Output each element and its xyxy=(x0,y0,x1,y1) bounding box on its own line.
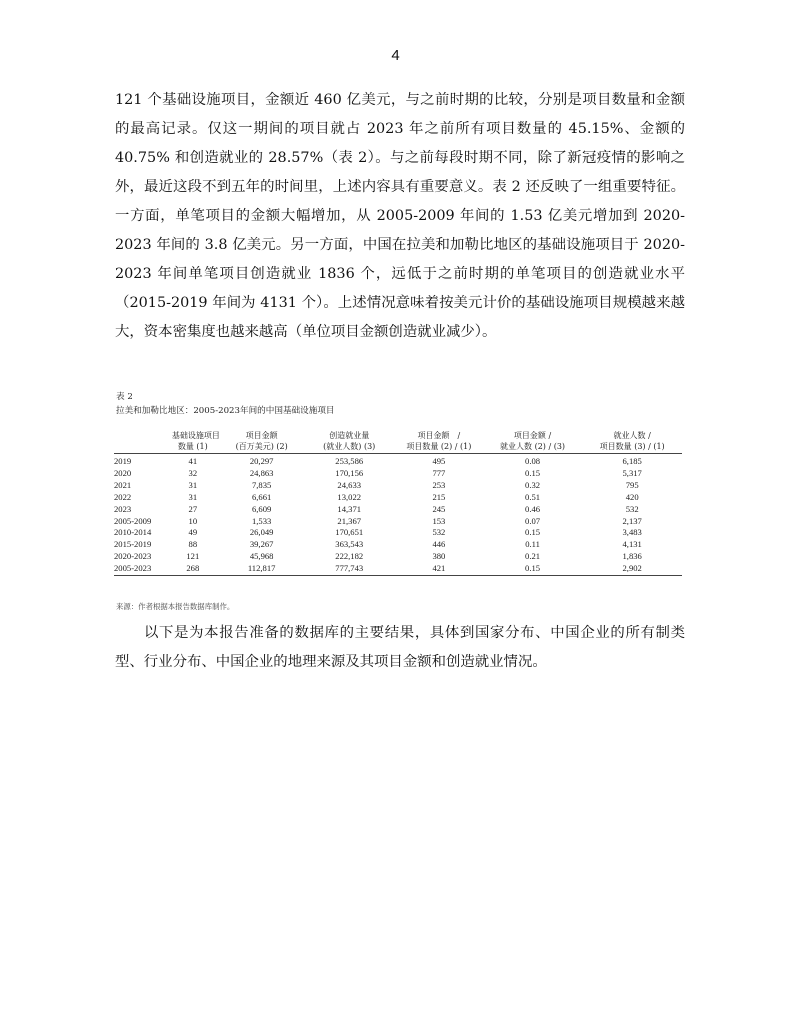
table-cell-jobs-per-project: 4,131 xyxy=(622,539,642,550)
table-cell-amount-per-project: 421 xyxy=(432,563,446,574)
table-cell-projects: 10 xyxy=(188,515,198,526)
table-cell-amount-per-job: 0.15 xyxy=(525,563,541,574)
table-cell-amount-per-job: 0.46 xyxy=(525,503,541,514)
table-cell-amount-per-project: 153 xyxy=(432,515,446,526)
table-cell-jobs-per-project: 420 xyxy=(625,491,639,502)
table-source-note: 来源：作者根据本报告数据库制作。 xyxy=(116,602,235,611)
header-blank xyxy=(114,430,166,441)
table-cell-jobs: 222,182 xyxy=(335,551,364,562)
header-amount-2: (百万美元) (2) xyxy=(235,442,288,451)
table-cell-jobs: 14,371 xyxy=(337,503,362,514)
header-amount-1: 项目金额 xyxy=(245,431,278,440)
table-cell-period: 2020-2023 xyxy=(114,551,152,562)
header-blank xyxy=(114,441,166,454)
table-row xyxy=(114,527,682,539)
table-label: 表 2 xyxy=(116,392,133,402)
table-cell-period: 2022 xyxy=(114,491,132,502)
header-jobs-per-project-2: 项目数量 (3) / (1) xyxy=(599,442,665,451)
table-cell-projects: 31 xyxy=(188,479,198,490)
header-amount-per-project-2: 项目数量 (2) / (1) xyxy=(406,442,472,451)
table-row xyxy=(114,539,682,551)
table-cell-jobs-per-project: 532 xyxy=(625,503,639,514)
table-cell-jobs: 13,022 xyxy=(337,491,362,502)
table-cell-amount: 6,609 xyxy=(251,503,272,514)
table-cell-jobs-per-project: 795 xyxy=(625,479,639,490)
table-cell-amount-per-project: 253 xyxy=(432,479,446,490)
header-projects-1: 基础设施项目 xyxy=(171,431,220,440)
paragraph-2: 以下是为本报告准备的数据库的主要结果，具体到国家分布、中国企业的所有制类型、行业分布、中国企业的地理来源及其项目金额和创造就业情况。 xyxy=(115,625,685,670)
table-cell-period: 2005-2009 xyxy=(114,515,152,526)
table-cell-amount-per-project: 446 xyxy=(432,539,446,550)
table-cell-amount-per-project: 495 xyxy=(432,456,446,466)
table-cell-amount-per-job: 0.21 xyxy=(525,551,541,562)
table-row xyxy=(114,454,682,468)
table-cell-jobs: 777,743 xyxy=(335,563,364,574)
table-row xyxy=(114,468,682,480)
table-header-row-2 xyxy=(114,441,682,454)
table-cell-amount: 20,297 xyxy=(249,456,274,466)
table-cell-amount-per-project: 380 xyxy=(432,551,446,562)
table-cell-jobs: 253,586 xyxy=(335,456,364,466)
table-cell-jobs-per-project: 5,317 xyxy=(622,467,642,478)
table-cell-amount-per-project: 532 xyxy=(432,527,446,538)
table-cell-period: 2005-2023 xyxy=(114,563,152,574)
table-cell-jobs-per-project: 2,137 xyxy=(622,515,642,526)
table-row xyxy=(114,480,682,492)
table-cell-projects: 27 xyxy=(188,503,198,514)
table-cell-amount-per-job: 0.07 xyxy=(525,515,541,526)
table-cell-amount: 39,267 xyxy=(249,539,274,550)
table-cell-amount-per-job: 0.11 xyxy=(525,539,540,550)
table-cell-amount: 6,661 xyxy=(251,491,272,502)
table-header-row-1 xyxy=(114,430,682,441)
header-jobs-2: (就业人数) (3) xyxy=(323,442,376,451)
table-cell-projects: 31 xyxy=(188,491,198,502)
paragraph-1: 121 个基础设施项目，金额近 460 亿美元，与之前时期的比较，分别是项目数量和金额的最高记录。仅这一期间的项目就占 2023 年之前所有项目数量的 45.15%、金额的 40.75% 和创造就业的 28.57%（表 2）。与之前每段时期不同，除了新冠疫情的影响之外，最近这段不到五年的时间里，上述内容具有重要意义。表 2 还反映了一组重要特征。一方面，单笔项目的金额大幅增加，从 2005-2009 年间的 1.53 亿美元增加到 2020-2023 年间的 3.8 亿美元。另一方面，中国在拉美和加勒比地区的基础设施项目于 2020-2023 年间单笔项目创造就业 1836 个，远低于之前时期的单笔项目的创造就业水平（2015-2019 年间为 4131 个）。上述情况意味着按美元计价的基础设施项目规模越来越大，资本密集度也越来越高（单位项目金额创造就业减少）。 xyxy=(115,92,685,340)
table-body xyxy=(114,454,682,576)
table-cell-jobs-per-project: 6,185 xyxy=(622,456,642,466)
table-cell-jobs: 170,651 xyxy=(335,527,364,538)
header-amount-per-job-2: 就业人数 (2) / (3) xyxy=(500,442,566,451)
table-cell-amount: 1,533 xyxy=(251,515,272,526)
table-row xyxy=(114,551,682,563)
table-cell-period: 2015-2019 xyxy=(114,539,152,550)
page-number: 4 xyxy=(391,47,400,64)
table-cell-amount-per-job: 0.08 xyxy=(525,456,541,466)
table-cell-jobs: 24,633 xyxy=(337,479,362,490)
table-cell-amount: 112,817 xyxy=(247,563,276,574)
table-cell-projects: 41 xyxy=(188,456,198,466)
table-cell-projects: 121 xyxy=(186,551,200,562)
header-amount-per-job-1: 项目金额 / xyxy=(513,431,552,440)
table-cell-amount-per-project: 777 xyxy=(432,467,446,478)
table-cell-jobs-per-project: 3,483 xyxy=(622,527,642,538)
table-title: 拉美和加勒比地区：2005-2023年间的中国基础设施项目 xyxy=(116,406,335,416)
table-row xyxy=(114,492,682,504)
table-cell-period: 2020 xyxy=(114,467,132,478)
table-cell-amount-per-project: 245 xyxy=(432,503,446,514)
table-cell-amount-per-job: 0.32 xyxy=(525,479,541,490)
table-cell-period: 2019 xyxy=(114,456,132,466)
table-row xyxy=(114,504,682,516)
header-projects-2: 数量 (1) xyxy=(177,442,208,451)
table-cell-jobs: 21,367 xyxy=(337,515,362,526)
table-cell-projects: 32 xyxy=(188,467,198,478)
table-cell-projects: 88 xyxy=(188,539,198,550)
table-cell-period: 2010-2014 xyxy=(114,527,152,538)
table-cell-projects: 49 xyxy=(188,527,198,538)
table-cell-jobs: 170,156 xyxy=(335,467,364,478)
table-row xyxy=(114,516,682,528)
table-cell-amount: 26,049 xyxy=(249,527,274,538)
table-cell-amount-per-job: 0.51 xyxy=(525,491,541,502)
table-cell-amount-per-job: 0.15 xyxy=(525,527,541,538)
table-cell-period: 2023 xyxy=(114,503,132,514)
table-cell-amount: 7,835 xyxy=(251,479,272,490)
data-table xyxy=(114,430,682,576)
table-cell-jobs-per-project: 1,836 xyxy=(622,551,642,562)
table-cell-amount: 45,968 xyxy=(249,551,274,562)
header-amount-per-project-1: 项目金额 / xyxy=(417,431,461,440)
table-cell-projects: 268 xyxy=(186,563,200,574)
table-cell-amount-per-project: 215 xyxy=(432,491,446,502)
table-row xyxy=(114,563,682,575)
header-jobs-per-project-1: 就业人数 / xyxy=(613,431,651,440)
table-cell-jobs: 363,543 xyxy=(335,539,364,550)
header-jobs-1: 创造就业量 xyxy=(329,431,370,440)
table-cell-period: 2021 xyxy=(114,479,132,490)
table-cell-amount-per-job: 0.15 xyxy=(525,467,541,478)
table-cell-jobs-per-project: 2,902 xyxy=(622,563,642,574)
table-cell-amount: 24,863 xyxy=(249,467,274,478)
